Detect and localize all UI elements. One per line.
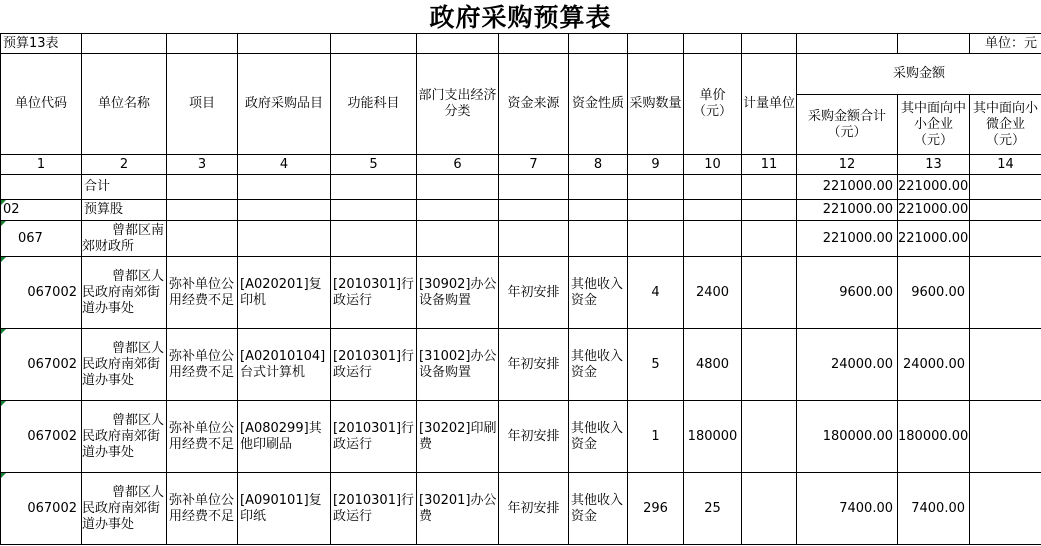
quantity-cell: 5 — [628, 329, 684, 401]
header-measure-unit: 计量单位 — [742, 54, 797, 155]
amount-total-cell: 180000.00 — [797, 401, 898, 473]
empty-cell — [331, 200, 417, 221]
quantity-cell: 4 — [628, 257, 684, 329]
function-subject-cell: [2010301]行政运行 — [331, 257, 417, 329]
empty-cell — [569, 200, 628, 221]
header-fund-source: 资金来源 — [499, 54, 569, 155]
sme-amount-cell: 9600.00 — [898, 257, 970, 329]
table-id-label: 预算13表 — [1, 34, 82, 54]
table-row — [1, 257, 1041, 329]
unit-name-cell: 曾都区人民政府南郊街道办事处 — [82, 473, 167, 545]
empty-cell — [898, 34, 970, 54]
col-number: 3 — [167, 155, 238, 175]
header-function-subject: 功能科目 — [331, 54, 417, 155]
sme-amount-cell: 180000.00 — [898, 401, 970, 473]
procurement-item-cell: [A020201]复印机 — [238, 257, 331, 329]
micro-amount-cell — [970, 473, 1041, 545]
unit-price-cell: 4800 — [684, 329, 742, 401]
empty-cell — [684, 221, 742, 257]
empty-cell — [238, 200, 331, 221]
empty-cell — [331, 221, 417, 257]
table-row — [1, 200, 1041, 221]
table-row — [1, 473, 1041, 545]
unit-code-cell — [1, 175, 82, 200]
table-row — [1, 175, 1041, 200]
econ-class-cell: [30202]印刷费 — [417, 401, 499, 473]
empty-cell — [742, 200, 797, 221]
unit-price-cell: 25 — [684, 473, 742, 545]
empty-cell — [417, 34, 499, 54]
table-row — [1, 221, 1041, 257]
fund-nature-cell: 其他收入资金 — [569, 257, 628, 329]
sme-amount-cell: 221000.00 — [898, 175, 970, 200]
fund-source-cell: 年初安排 — [499, 473, 569, 545]
unit-code-cell: 067002 — [1, 401, 82, 473]
empty-cell — [82, 34, 167, 54]
sme-amount-cell: 221000.00 — [898, 200, 970, 221]
header-fund-nature: 资金性质 — [569, 54, 628, 155]
table-row — [1, 329, 1041, 401]
page-title: 政府采购预算表 — [429, 3, 612, 32]
budget-table — [0, 33, 1041, 545]
empty-cell — [499, 221, 569, 257]
empty-cell — [238, 175, 331, 200]
header-quantity: 采购数量 — [628, 54, 684, 155]
project-cell: 弥补单位公用经费不足 — [167, 473, 238, 545]
unit-code-cell: 067002 — [1, 257, 82, 329]
col-number: 2 — [82, 155, 167, 175]
micro-amount-cell — [970, 221, 1041, 257]
sme-amount-cell: 7400.00 — [898, 473, 970, 545]
unit-name-cell: 预算股 — [82, 200, 167, 221]
econ-class-cell: [30201]办公费 — [417, 473, 499, 545]
amount-total-cell: 7400.00 — [797, 473, 898, 545]
unit-code-cell: 02 — [1, 200, 82, 221]
amount-total-cell: 221000.00 — [797, 175, 898, 200]
col-number: 8 — [569, 155, 628, 175]
header-amount-total: 采购金额合计（元） — [797, 95, 898, 155]
col-number: 10 — [684, 155, 742, 175]
unit-name-cell: 曾都区南郊财政所 — [82, 221, 167, 257]
empty-cell — [167, 221, 238, 257]
empty-cell — [569, 34, 628, 54]
empty-cell — [628, 175, 684, 200]
empty-cell — [499, 200, 569, 221]
unit-code-cell: 067 — [1, 221, 82, 257]
econ-class-cell: [30902]办公设备购置 — [417, 257, 499, 329]
measure-unit-cell — [742, 329, 797, 401]
col-number: 4 — [238, 155, 331, 175]
function-subject-cell: [2010301]行政运行 — [331, 473, 417, 545]
header-unit-price: 单价（元） — [684, 54, 742, 155]
header-unit-code: 单位代码 — [1, 54, 82, 155]
empty-cell — [742, 34, 797, 54]
header-econ-class: 部门支出经济分类 — [417, 54, 499, 155]
table-row — [1, 401, 1041, 473]
sme-amount-cell: 24000.00 — [898, 329, 970, 401]
micro-amount-cell — [970, 175, 1041, 200]
empty-cell — [569, 175, 628, 200]
empty-cell — [797, 34, 898, 54]
empty-cell — [417, 200, 499, 221]
header-amount-group: 采购金额 — [797, 54, 1041, 95]
measure-unit-cell — [742, 257, 797, 329]
micro-amount-cell — [970, 329, 1041, 401]
empty-cell — [167, 34, 238, 54]
col-number: 6 — [417, 155, 499, 175]
empty-cell — [628, 221, 684, 257]
col-number: 14 — [970, 155, 1041, 175]
amount-total-cell: 221000.00 — [797, 200, 898, 221]
project-cell: 弥补单位公用经费不足 — [167, 329, 238, 401]
empty-cell — [167, 175, 238, 200]
empty-cell — [742, 221, 797, 257]
empty-cell — [684, 34, 742, 54]
fund-nature-cell: 其他收入资金 — [569, 329, 628, 401]
empty-cell — [167, 200, 238, 221]
amount-total-cell: 221000.00 — [797, 221, 898, 257]
unit-code-cell: 067002 — [1, 473, 82, 545]
unit-name-cell: 曾都区人民政府南郊街道办事处 — [82, 329, 167, 401]
col-number: 13 — [898, 155, 970, 175]
unit-price-cell: 180000 — [684, 401, 742, 473]
procurement-item-cell: [A080299]其他印刷品 — [238, 401, 331, 473]
empty-cell — [238, 34, 331, 54]
amount-total-cell: 9600.00 — [797, 257, 898, 329]
empty-cell — [238, 221, 331, 257]
function-subject-cell: [2010301]行政运行 — [331, 329, 417, 401]
empty-cell — [684, 200, 742, 221]
unit-price-cell: 2400 — [684, 257, 742, 329]
empty-cell — [499, 175, 569, 200]
col-number: 9 — [628, 155, 684, 175]
table-id-row — [1, 34, 1041, 54]
quantity-cell: 1 — [628, 401, 684, 473]
empty-cell — [331, 34, 417, 54]
empty-cell — [628, 200, 684, 221]
header-unit-name: 单位名称 — [82, 54, 167, 155]
sme-amount-cell: 221000.00 — [898, 221, 970, 257]
unit-label: 单位：元 — [970, 34, 1041, 54]
empty-cell — [331, 175, 417, 200]
micro-amount-cell — [970, 200, 1041, 221]
unit-code-cell: 067002 — [1, 329, 82, 401]
procurement-item-cell: [A090101]复印纸 — [238, 473, 331, 545]
col-number: 7 — [499, 155, 569, 175]
fund-source-cell: 年初安排 — [499, 257, 569, 329]
fund-nature-cell: 其他收入资金 — [569, 401, 628, 473]
procurement-item-cell: [A02010104]台式计算机 — [238, 329, 331, 401]
col-number: 12 — [797, 155, 898, 175]
header-project: 项目 — [167, 54, 238, 155]
measure-unit-cell — [742, 401, 797, 473]
empty-cell — [417, 221, 499, 257]
fund-nature-cell: 其他收入资金 — [569, 473, 628, 545]
col-number: 5 — [331, 155, 417, 175]
header-micro: 其中面向小微企业（元） — [970, 95, 1041, 155]
empty-cell — [742, 175, 797, 200]
function-subject-cell: [2010301]行政运行 — [331, 401, 417, 473]
amount-total-cell: 24000.00 — [797, 329, 898, 401]
unit-name-cell: 合计 — [82, 175, 167, 200]
measure-unit-cell — [742, 473, 797, 545]
header-procurement-item: 政府采购品目 — [238, 54, 331, 155]
empty-cell — [499, 34, 569, 54]
econ-class-cell: [31002]办公设备购置 — [417, 329, 499, 401]
unit-name-cell: 曾都区人民政府南郊街道办事处 — [82, 257, 167, 329]
empty-cell — [628, 34, 684, 54]
column-number-row — [1, 155, 1041, 175]
micro-amount-cell — [970, 257, 1041, 329]
project-cell: 弥补单位公用经费不足 — [167, 257, 238, 329]
fund-source-cell: 年初安排 — [499, 329, 569, 401]
micro-amount-cell — [970, 401, 1041, 473]
fund-source-cell: 年初安排 — [499, 401, 569, 473]
quantity-cell: 296 — [628, 473, 684, 545]
empty-cell — [684, 175, 742, 200]
col-number: 11 — [742, 155, 797, 175]
project-cell: 弥补单位公用经费不足 — [167, 401, 238, 473]
empty-cell — [417, 175, 499, 200]
col-number: 1 — [1, 155, 82, 175]
unit-name-cell: 曾都区人民政府南郊街道办事处 — [82, 401, 167, 473]
empty-cell — [569, 221, 628, 257]
header-sme: 其中面向中小企业（元） — [898, 95, 970, 155]
